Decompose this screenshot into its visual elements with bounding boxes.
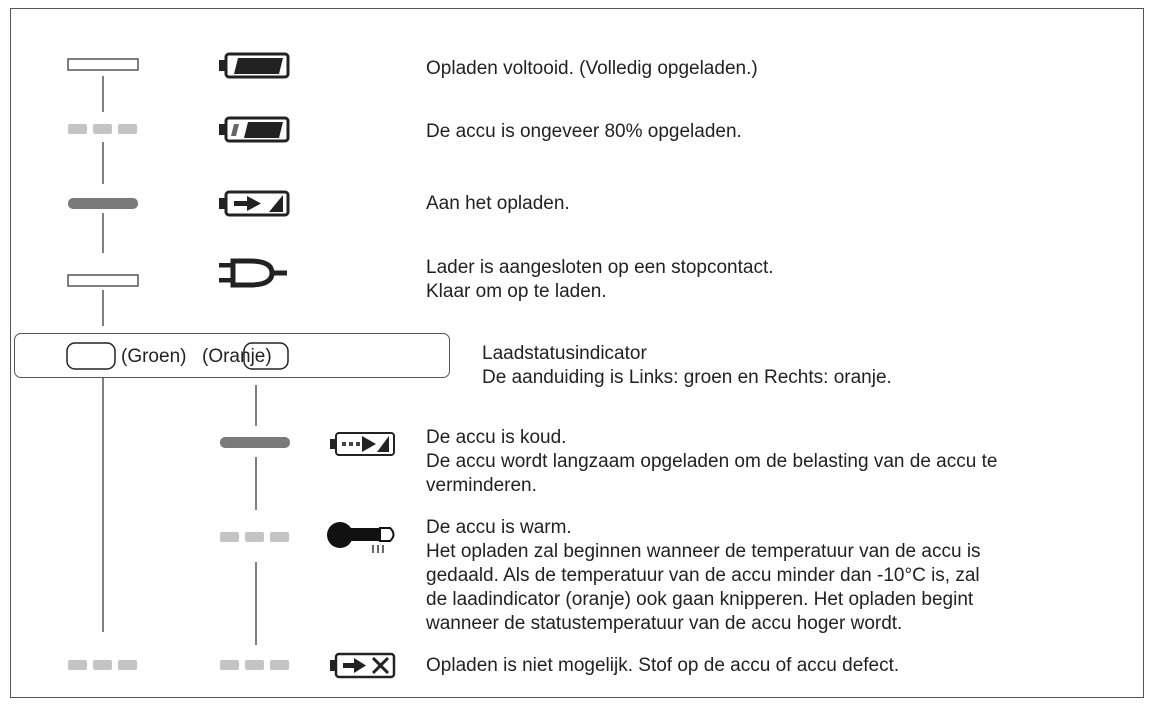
status-connected-line-1: Lader is aangesloten op een stopcontact. (426, 257, 774, 278)
led-blinking-indicator (220, 532, 289, 542)
status-eighty-text: De accu is ongeveer 80% opgeladen. (426, 121, 742, 142)
battery-cold-icon (330, 433, 394, 455)
warm-line: wanneer de statustemperatuur van de accu hoger wordt. (426, 613, 903, 634)
status-charging-text: Aan het opladen. (426, 193, 570, 214)
status-error-text: Opladen is niet mogelijk. Stof op de accu of accu defect. (426, 655, 900, 676)
status-warm-text (426, 516, 1142, 636)
battery-charging-icon (219, 192, 288, 215)
cold-line: verminderen. (426, 475, 537, 496)
cold-line: De accu wordt langzaam opgeladen om de belasting van de accu te (426, 451, 998, 472)
legend-green-label: (Groen) (121, 346, 187, 367)
led-blinking-indicator (68, 660, 289, 670)
thermometer-icon (327, 522, 394, 553)
warm-line: Het opladen zal beginnen wanneer de temperatuur van de accu is (426, 541, 981, 562)
battery-full-icon (219, 54, 288, 77)
status-cold-text (426, 426, 1142, 498)
legend-title: Laadstatusindicator (482, 343, 647, 364)
plug-icon (219, 261, 287, 285)
warm-line: de laadindicator (oranje) ook gaan knipperen. Het opladen begint (426, 589, 974, 610)
battery-80-icon (219, 118, 288, 141)
legend-orange-label: (Oranje) (202, 346, 272, 367)
battery-error-icon (330, 654, 394, 677)
status-complete-text: Opladen voltooid. (Volledig opgeladen.) (426, 58, 758, 79)
legend-description: De aanduiding is Links: groen en Rechts: oranje. (482, 367, 892, 388)
status-connected-line-2: Klaar om op te laden. (426, 281, 607, 302)
warm-line: De accu is warm. (426, 517, 572, 538)
warm-line: gedaald. Als de temperatuur van de accu minder dan -10°C is, zal (426, 565, 980, 586)
led-off-indicator (68, 275, 138, 286)
cold-line: De accu is koud. (426, 427, 567, 448)
led-solid-indicator (68, 198, 138, 209)
led-solid-indicator (220, 437, 290, 448)
led-blinking-indicator (68, 124, 137, 134)
led-off-indicator (68, 59, 138, 70)
